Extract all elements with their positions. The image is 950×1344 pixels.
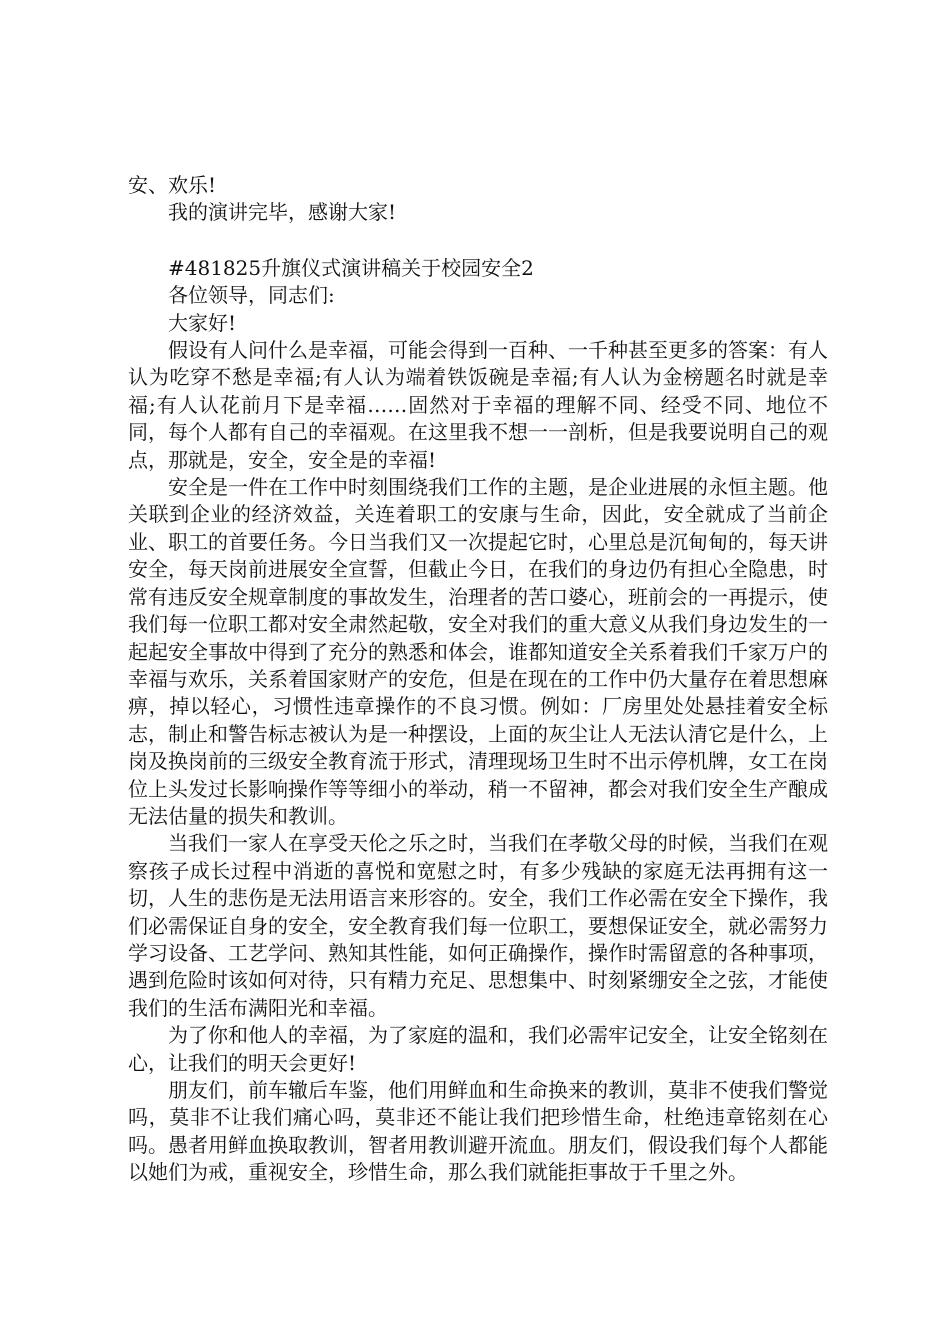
paragraph-thanks: 我的演讲完毕，感谢大家! <box>168 200 397 225</box>
paragraph-body-5: 朋友们，前车辙后车鉴，他们用鲜血和生命换来的教训，莫非不使我们警觉吗，莫非不让我们痛心吗，莫非还不能让我们把珍惜生命，杜绝违章铭刻在心吗。愚者用鲜血换取教训，智者用教训避开流血。朋友们，假设我们每个人都能以她们为戒，重视安全，珍惜生命，那么我们就能拒事故于千里之外。 <box>128 1078 828 1185</box>
document-page <box>128 172 828 1187</box>
paragraph-body-2: 安全是一件在工作中时刻围绕我们工作的主题，是企业进展的永恒主题。他关联到企业的经济效益，关连着职工的安康与生命，因此，安全就成了当前企业、职工的首要任务。今日当我们又一次提起它时，心里总是沉甸甸的，每天讲安全，每天岗前进展安全宣誓，但截止今日，在我们的身边仍有担心全隐患，时常有违反安全规章制度的事故发生，治理者的苦口婆心，班前会的一再提示，使我们每一位职工都对安全肃然起敬，安全对我们的重大意义从我们身边发生的一起起安全事故中得到了充分的熟悉和体会，谁都知道安全关系着我们千家万户的幸福与欢乐，关系着国家财产的安危，但是在现在的工作中仍大量存在着思想麻痹，掉以轻心，习惯性违章操作的不良习惯。例如：厂房里处处悬挂着安全标志，制止和警告标志被认为是一种摆设，上面的灰尘让人无法认清它是什么，上岗及换岗前的三级安全教育流于形式，清理现场卫生时不出示停机牌，女工在岗位上头发过长影响操作等等细小的举动，稍一不留神，都会对我们安全生产酿成无法估量的损失和教训。 <box>128 475 828 828</box>
blank-line <box>128 227 828 255</box>
paragraph-salutation: 各位领导，同志们: <box>168 283 335 308</box>
paragraph-greeting: 大家好! <box>168 310 237 335</box>
document-heading: #481825升旗仪式演讲稿关于校园安全2 <box>168 255 534 280</box>
paragraph-body-1: 假设有人问什么是幸福，可能会得到一百种、一千种甚至更多的答案：有人认为吃穿不愁是幸福;有人认为端着铁饭碗是幸福;有人认为金榜题名时就是幸福;有人认花前月下是幸福……固然对于幸福的理解不同、经受不同、地位不同，每个人都有自己的幸福观。在这里我不想一一剖析，但是我要说明自己的观点，那就是，安全，安全是的幸福! <box>128 338 828 472</box>
paragraph-body-4: 为了你和他人的幸福，为了家庭的温和，我们必需牢记安全，让安全铭刻在心，让我们的明天会更好! <box>128 1023 828 1075</box>
paragraph-closing-fragment: 安、欢乐! <box>128 173 217 197</box>
paragraph-body-3: 当我们一家人在享受天伦之乐之时，当我们在孝敬父母的时候，当我们在观察孩子成长过程中消逝的喜悦和宽慰之时，有多少残缺的家庭无法再拥有这一切，人生的悲伤是无法用语言来形容的。安全，我们工作必需在安全下操作，我们必需保证自身的安全，安全教育我们每一位职工，要想保证安全，就必需努力学习设备、工艺学问、熟知其性能，如何正确操作，操作时需留意的各种事项，遇到危险时该如何对待，只有精力充足、思想集中、时刻紧绷安全之弦，才能使我们的生活布满阳光和幸福。 <box>128 831 828 1020</box>
